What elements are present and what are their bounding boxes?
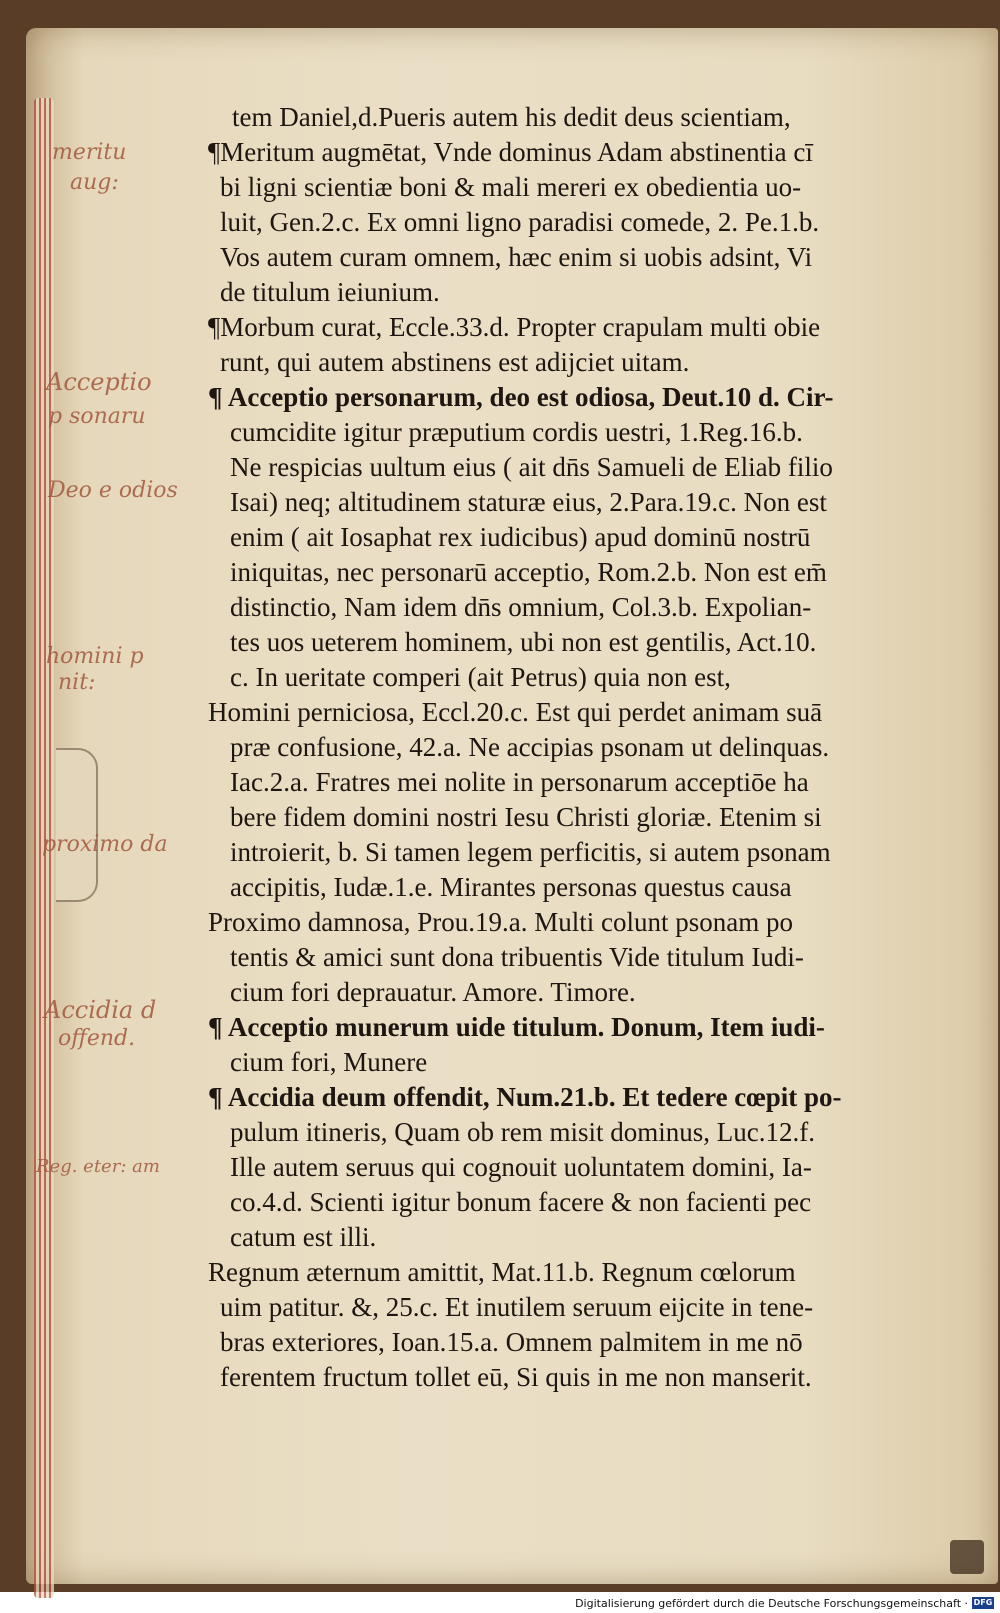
text-line: cium fori, Munere	[230, 1047, 428, 1077]
text-line: ¶ Acceptio munerum uide titulum. Donum, Item iudi-	[208, 1012, 825, 1042]
text-line: catum est illi.	[230, 1222, 377, 1252]
text-line: luit, Gen.2.c. Ex omni ligno paradisi comede, 2. Pe.1.b.	[220, 207, 820, 237]
text-line: c. In ueritate comperi (ait Petrus) quia non est,	[230, 662, 731, 692]
text-line: iniquitas, nec personarū acceptio, Rom.2.b. Non est em̄	[230, 557, 827, 587]
margin-note: Reg. eter: am	[36, 1156, 160, 1177]
text-line: ¶ Acceptio personarum, deo est odiosa, Deut.10 d. Cir-	[208, 382, 834, 412]
text-line: tem Daniel,d.Pueris autem his dedit deus scientiam,	[232, 102, 791, 132]
text-line: tentis & amici sunt dona tribuentis Vide titulum Iudi-	[230, 942, 804, 972]
margin-note: nit:	[58, 670, 96, 695]
text-line: præ confusione, 42.a. Ne accipias psonam ut delinquas.	[230, 732, 830, 762]
margin-note: offend.	[58, 1026, 136, 1051]
margin-note: Accidia d	[44, 996, 157, 1024]
corner-mark	[950, 1540, 984, 1574]
printed-text	[208, 100, 950, 1395]
text-line: Homini perniciosa, Eccl.20.c. Est qui perdet animam suā	[208, 697, 823, 727]
text-line: Vos autem curam omnem, hæc enim si uobis adsint, Vi	[220, 242, 813, 272]
footer-credit: Digitalisierung gefördert durch die Deutsche Forschungsgemeinschaft ·	[575, 1596, 968, 1610]
text-line: ¶Morbum curat, Eccle.33.d. Propter crapulam multi obie	[208, 312, 821, 342]
text-line: Ille autem seruus qui cognouit uoluntatem domini, Ia-	[230, 1152, 812, 1182]
text-line: cium fori deprauatur. Amore. Timore.	[230, 977, 636, 1007]
text-line: introierit, b. Si tamen legem perficitis, si autem psonam	[230, 837, 831, 867]
text-line: uim patitur. &, 25.c. Et inutilem seruum eijcite in tene-	[220, 1292, 814, 1322]
text-line: Iac.2.a. Fratres mei nolite in personarum acceptiōe ha	[230, 767, 809, 797]
text-line: pulum itineris, Quam ob rem misit dominus, Luc.12.f.	[230, 1117, 815, 1147]
margin-note: Deo e odios	[48, 478, 178, 503]
margin-note: homini p	[46, 644, 144, 669]
thumb-tab	[56, 748, 98, 902]
text-line: de titulum ieiunium.	[220, 277, 440, 307]
text-line: runt, qui autem abstinens est adijciet uitam.	[220, 347, 690, 377]
text-line: co.4.d. Scienti igitur bonum facere & non facienti pec	[230, 1187, 812, 1217]
margin-note: proximo da	[42, 832, 168, 857]
text-line: Isai) neq; altitudinem staturæ eius, 2.Para.19.c. Non est	[230, 487, 827, 517]
margin-note: meritu	[52, 140, 127, 165]
text-line: bi ligni scientiæ boni & mali mereri ex obedientia uo-	[220, 172, 802, 202]
text-line: Regnum æternum amittit, Mat.11.b. Regnum cœlorum	[208, 1257, 796, 1287]
margin-note: Acceptio	[46, 368, 152, 396]
text-line: Proximo damnosa, Prou.19.a. Multi colunt psonam po	[208, 907, 793, 937]
text-line: bras exteriores, Ioan.15.a. Omnem palmitem in me nō	[220, 1327, 803, 1357]
text-line: ferentem fructum tollet eū, Si quis in me non manserit.	[220, 1362, 812, 1392]
text-line: Ne respicias uultum eius ( ait dn̄s Samueli de Eliab filio	[230, 452, 833, 482]
margin-note: aug:	[70, 170, 119, 195]
margin-note: p sonaru	[48, 404, 146, 429]
text-line: distinctio, Nam idem dn̄s omnium, Col.3.b. Expolian-	[230, 592, 812, 622]
footer	[575, 1594, 994, 1612]
text-line: enim ( ait Iosaphat rex iudicibus) apud dominū nostrū	[230, 522, 811, 552]
text-line: bere fidem domini nostri Iesu Christi gloriæ. Etenim si	[230, 802, 822, 832]
text-line: tes uos ueterem hominem, ubi non est gentilis, Act.10.	[230, 627, 817, 657]
dfg-logo-icon: DFG	[973, 1598, 993, 1607]
text-line: ¶ Accidia deum offendit, Num.21.b. Et tedere cœpit po-	[208, 1082, 842, 1112]
text-line: cumcidite igitur præputium cordis uestri, 1.Reg.16.b.	[230, 417, 803, 447]
text-line: ¶Meritum augmētat, Vnde dominus Adam abstinentia cī	[208, 137, 813, 167]
text-line: accipitis, Iudæ.1.e. Mirantes personas questus causa	[230, 872, 792, 902]
